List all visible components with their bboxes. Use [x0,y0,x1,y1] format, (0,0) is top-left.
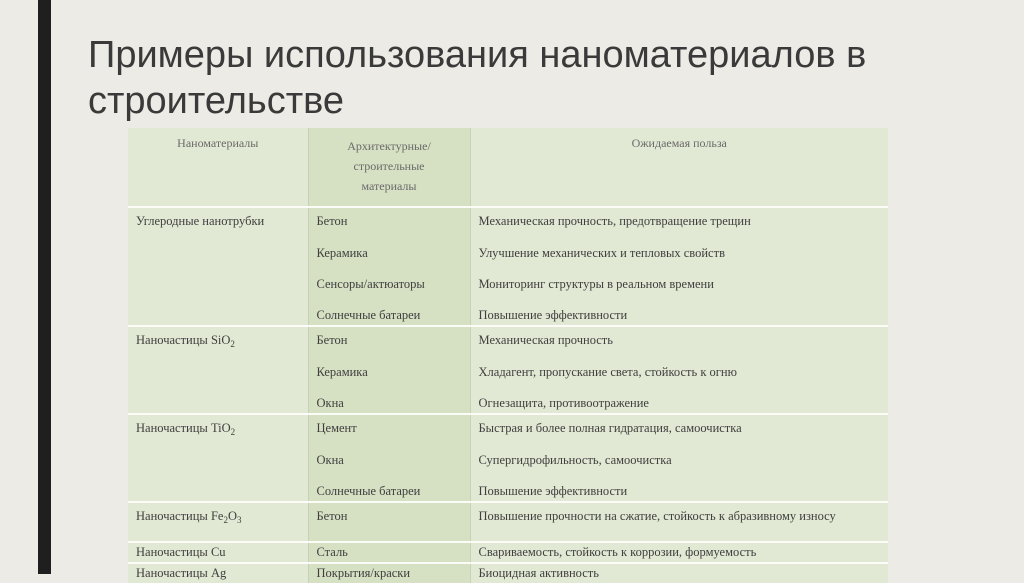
cell-applications [308,326,470,414]
material-subscript: 2 [230,339,235,349]
benefit-label: Повышение прочности на сжатие, стойкость к абразивному износу [478,509,836,523]
application-label: Солнечные батареи [316,484,421,498]
table-row [128,563,888,583]
benefit-label: Повышение эффективности [478,308,628,322]
benefit-label: Механическая прочность, предотвращение трещин [478,214,751,228]
nanomaterials-table-image [128,128,888,580]
table-header-row [128,128,888,207]
table-row [128,542,888,563]
cell-benefits: Биоцидная активность [470,563,888,583]
cell-applications [308,502,470,542]
header-materials-line1: Архитектурные/ [347,139,431,153]
material-subscript: 2 [223,515,228,525]
cell-applications [308,207,470,326]
benefit-label: Механическая прочность [478,333,613,347]
benefit-label: Повышение эффективности [478,484,628,498]
material-formula: O [227,509,237,523]
application-label: Керамика [316,246,368,260]
material-subscript: 3 [236,515,242,525]
nanomaterials-table [128,128,888,583]
cell-material [128,207,308,326]
benefit-label: Быстрая и более полная гидратация, самоочистка [478,421,742,435]
table-row [128,502,888,542]
benefit-label: Хладагент, пропускание света, стойкость к огню [478,365,737,379]
application-label: Бетон [316,333,348,347]
material-subscript: 2 [230,427,236,437]
benefit-label: Мониторинг структуры в реальном времени [478,277,714,291]
table-row [128,414,888,502]
cell-material [128,502,308,542]
material-label: Углеродные нанотрубки [136,214,265,228]
benefit-label: Огнезащита, противоотражение [478,396,649,410]
cell-benefits: Свариваемость, стойкость к коррозии, формуемость [470,542,888,563]
cell-benefits [470,414,888,502]
application-label: Керамика [316,365,368,379]
page-title: Примеры использования наноматериалов в строительстве [88,34,867,122]
benefit-label: Супергидрофильность, самоочистка [478,453,672,467]
application-label: Бетон [316,509,348,523]
material-label [136,415,300,446]
material-formula: O [221,333,231,347]
material-prefix: Наночастицы Ti [136,421,222,435]
application-label: Солнечные батареи [316,308,421,322]
application-label: Окна [316,396,344,410]
material-label [136,327,300,358]
header-benefit: Ожидаемая польза [470,128,888,207]
application-label: Сенсоры/актюаторы [316,277,425,291]
cell-applications: Сталь [308,542,470,563]
application-label: Бетон [316,214,348,228]
cell-material: Наночастицы Ag [128,563,308,583]
material-prefix: Наночастицы Fe [136,509,224,523]
benefit-label: Улучшение механических и тепловых свойств [478,246,725,260]
cell-benefits [470,502,888,542]
header-materials-line2: строительные [353,159,425,173]
application-label: Цемент [316,421,357,435]
application-label: Окна [316,453,344,467]
table-row [128,207,888,326]
header-nanomaterials: Наноматериалы [177,136,259,150]
cell-material: Наночастицы Cu [128,542,308,563]
left-accent-bar [38,0,51,574]
cell-benefits [470,207,888,326]
cell-benefits [470,326,888,414]
cell-material [128,414,308,502]
cell-applications: Покрытия/краски [308,563,470,583]
material-prefix: Наночастицы Si [136,333,222,347]
material-label [136,503,300,541]
cell-material [128,326,308,414]
header-materials [308,128,470,207]
cell-applications [308,414,470,502]
table-row [128,326,888,414]
header-materials-line3: материалы [361,179,417,193]
material-formula: O [221,421,231,435]
